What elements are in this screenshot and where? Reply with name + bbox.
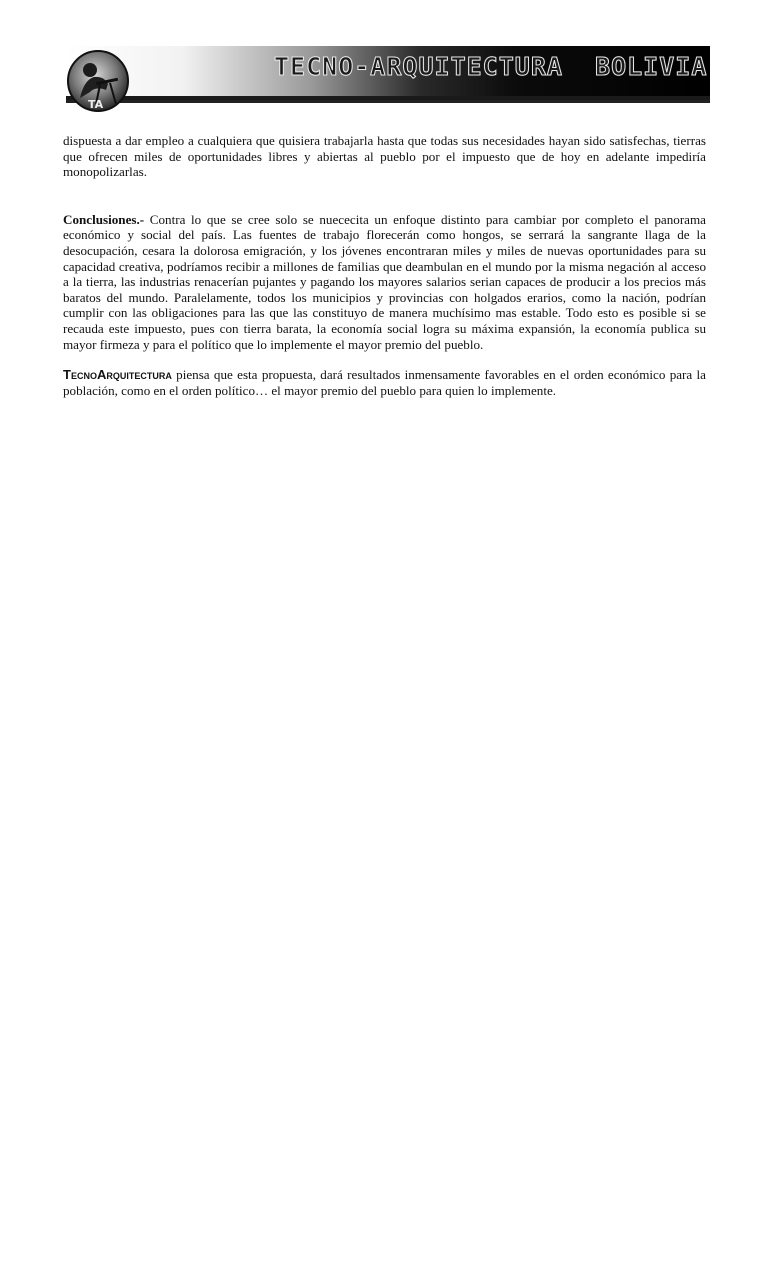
paragraph-intro: dispuesta a dar empleo a cualquiera que quisiera trabajarla hasta que todas sus necesidades hayan sido satisfechas, tierras que ofrecen miles de oportunidades libres y abiertas al pueblo por el impuesto que de hoy en adelante impediría monopolizarlas. (63, 133, 706, 180)
document-body (63, 133, 706, 398)
page-header (66, 46, 710, 111)
brand-name: TecnoArquitectura (63, 367, 172, 383)
conclusions-text: Contra lo que se cree solo se nuececita un enfoque distinto para cambiar por completo el panorama económico y social del país. Las fuentes de trabajo florecerán como hongos, se serrará la sangrante llaga de la desocupación, cesara la dolorosa emigración, y los jóvenes encontraran miles y miles de nuevas oportunidades para su capacidad creativa, podríamos recibir a millones de familias que deambulan en el mundo por la misma negación al acceso a la tierra, las industrias renacerían pujantes y pagando los mayores salarios serian capaces de producir a los precios más baratos del mundo. Paralelamente, todos los municipios y provincias con holgados erarios, como la nación, podrían cumplir con las obligaciones para las que las constituyo de manera muchísimo mas estable. Todo esto es posible si se recauda este impuesto, pues con tierra barata, la economía social logra su máxima expansión, la economía publica su mayor firmeza y para el político que lo implemente el mayor premio del pueblo. (63, 211, 706, 352)
svg-text:TA: TA (88, 98, 104, 111)
paragraph-conclusions (63, 212, 706, 352)
header-title: TECNO-ARQUITECTURA BOLIVIA (274, 52, 708, 81)
closing-text: piensa que esta propuesta, dará resultados inmensamente favorables en el orden económico para la población, como en el orden político… el mayor premio del pueblo para quien lo implemente. (63, 367, 706, 398)
conclusions-heading: Conclusiones.- (63, 211, 145, 227)
paragraph-closing (63, 367, 706, 398)
header-rule (66, 100, 710, 103)
architect-at-drafting-table-logo (66, 50, 130, 112)
